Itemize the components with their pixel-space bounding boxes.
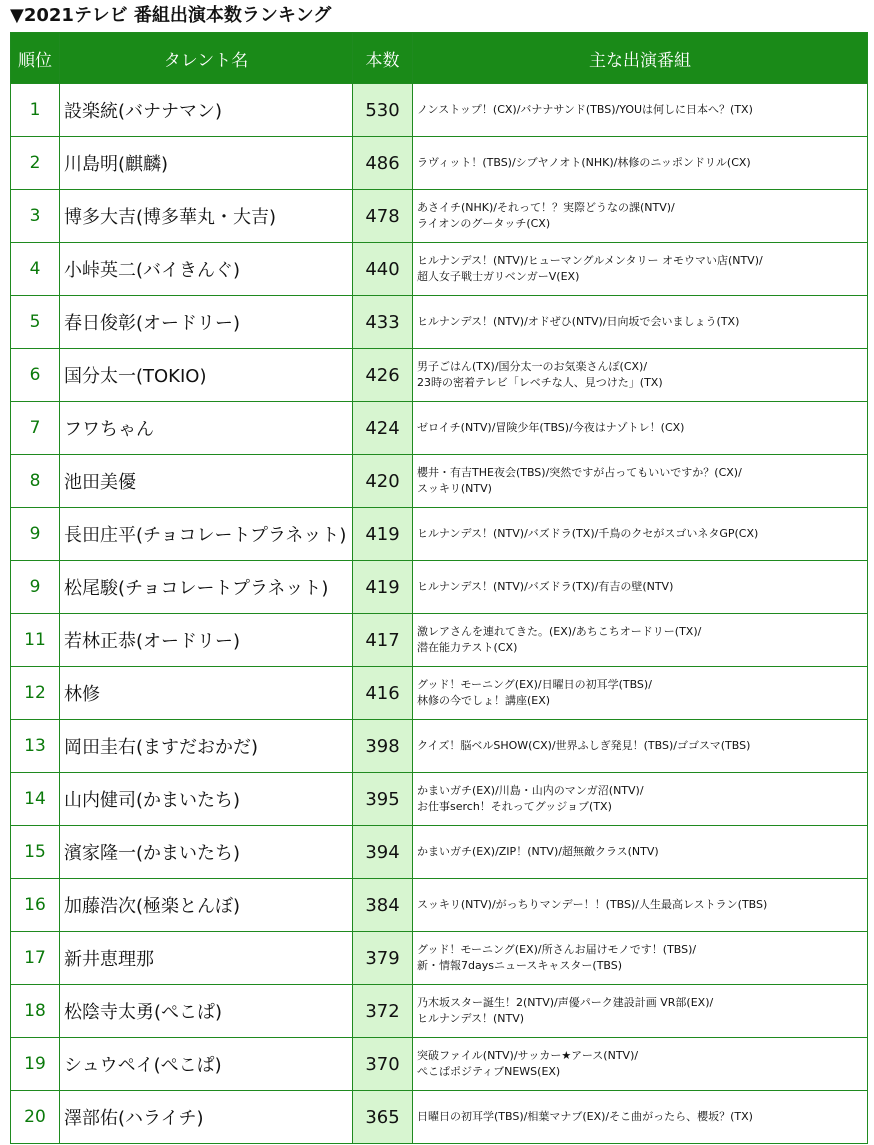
talent-name-cell: 若林正恭(オードリー) [60,614,353,667]
appearance-count-cell: 384 [353,879,413,932]
rank-cell: 9 [11,561,60,614]
table-row [11,826,868,879]
rank-cell: 20 [11,1091,60,1144]
appearance-count-cell: 419 [353,561,413,614]
rank-cell: 2 [11,137,60,190]
table-row [11,455,868,508]
table-row [11,720,868,773]
talent-name-cell: 長田庄平(チョコレートプラネット) [60,508,353,561]
appearance-count-cell: 372 [353,985,413,1038]
rank-cell: 3 [11,190,60,243]
table-row [11,190,868,243]
main-shows-cell: クイズ！脳ベルSHOW(CX)/世界ふしぎ発見！(TBS)/ゴゴスマ(TBS) [413,720,868,773]
table-row [11,243,868,296]
header-talent-name: タレント名 [60,33,353,84]
header-count: 本数 [353,33,413,84]
appearance-count-cell: 394 [353,826,413,879]
rank-cell: 19 [11,1038,60,1091]
main-shows-cell: ヒルナンデス！(NTV)/オドぜひ(NTV)/日向坂で会いましょう(TX) [413,296,868,349]
rank-cell: 17 [11,932,60,985]
main-shows-cell: あさイチ(NHK)/それって！？実際どうなの課(NTV)/ ライオンのグータッチ(CX) [413,190,868,243]
table-row [11,137,868,190]
rank-cell: 5 [11,296,60,349]
appearance-count-cell: 426 [353,349,413,402]
rank-cell: 4 [11,243,60,296]
main-shows-cell: かまいガチ(EX)/川島・山内のマンガ沼(NTV)/ お仕事serch！それってグッジョブ(TX) [413,773,868,826]
appearance-count-cell: 419 [353,508,413,561]
main-shows-cell: ラヴィット！(TBS)/シブヤノオト(NHK)/林修のニッポンドリル(CX) [413,137,868,190]
talent-name-cell: 松尾駿(チョコレートプラネット) [60,561,353,614]
talent-name-cell: 澤部佑(ハライチ) [60,1091,353,1144]
appearance-count-cell: 417 [353,614,413,667]
rank-cell: 13 [11,720,60,773]
rank-cell: 18 [11,985,60,1038]
main-shows-cell: 男子ごはん(TX)/国分太一のお気楽さんぽ(CX)/ 23時の密着テレビ「レベチな人、見つけた」(TX) [413,349,868,402]
talent-name-cell: 岡田圭右(ますだおかだ) [60,720,353,773]
rank-cell: 6 [11,349,60,402]
main-shows-cell: グッド！モーニング(EX)/所さんお届けモノです！(TBS)/ 新・情報7daysニュースキャスター(TBS) [413,932,868,985]
table-row [11,1091,868,1144]
talent-name-cell: 春日俊彰(オードリー) [60,296,353,349]
talent-name-cell: シュウペイ(ぺこぱ) [60,1038,353,1091]
table-row [11,667,868,720]
main-shows-cell: 突破ファイル(NTV)/サッカー★アース(NTV)/ ぺこぱポジティブNEWS(EX) [413,1038,868,1091]
main-shows-cell: ヒルナンデス！(NTV)/バズドラ(TX)/千鳥のクセがスゴいネタGP(CX) [413,508,868,561]
appearance-count-cell: 440 [353,243,413,296]
main-shows-cell: 櫻井・有吉THE夜会(TBS)/突然ですが占ってもいいですか？(CX)/ スッキリ(NTV) [413,455,868,508]
main-shows-cell: 激レアさんを連れてきた。(EX)/あちこちオードリー(TX)/ 潜在能力テスト(CX) [413,614,868,667]
appearance-count-cell: 478 [353,190,413,243]
table-row [11,561,868,614]
table-body [11,84,868,1144]
appearance-count-cell: 486 [353,137,413,190]
table-row [11,402,868,455]
appearance-count-cell: 424 [353,402,413,455]
main-shows-cell: ゼロイチ(NTV)/冒険少年(TBS)/今夜はナゾトレ！(CX) [413,402,868,455]
appearance-count-cell: 395 [353,773,413,826]
talent-name-cell: 山内健司(かまいたち) [60,773,353,826]
ranking-table [10,32,868,1144]
main-shows-cell: グッド！モーニング(EX)/日曜日の初耳学(TBS)/ 林修の今でしょ！講座(EX) [413,667,868,720]
talent-name-cell: 新井恵理那 [60,932,353,985]
appearance-count-cell: 379 [353,932,413,985]
rank-cell: 15 [11,826,60,879]
table-row [11,614,868,667]
rank-cell: 7 [11,402,60,455]
rank-cell: 8 [11,455,60,508]
table-row [11,84,868,137]
ranking-table-container [10,32,867,1144]
rank-cell: 9 [11,508,60,561]
main-shows-cell: スッキリ(NTV)/がっちりマンデー！！(TBS)/人生最高レストラン(TBS) [413,879,868,932]
main-shows-cell: 乃木坂スター誕生！2(NTV)/声優パーク建設計画 VR部(EX)/ ヒルナンデス！(NTV) [413,985,868,1038]
talent-name-cell: 川島明(麒麟) [60,137,353,190]
appearance-count-cell: 433 [353,296,413,349]
appearance-count-cell: 370 [353,1038,413,1091]
appearance-count-cell: 420 [353,455,413,508]
rank-cell: 16 [11,879,60,932]
talent-name-cell: 小峠英二(バイきんぐ) [60,243,353,296]
talent-name-cell: フワちゃん [60,402,353,455]
table-row [11,773,868,826]
rank-cell: 11 [11,614,60,667]
rank-cell: 12 [11,667,60,720]
appearance-count-cell: 398 [353,720,413,773]
table-row [11,985,868,1038]
talent-name-cell: 加藤浩次(極楽とんぼ) [60,879,353,932]
talent-name-cell: 林修 [60,667,353,720]
talent-name-cell: 設楽統(バナナマン) [60,84,353,137]
table-row [11,1038,868,1091]
main-shows-cell: ノンストップ！(CX)/バナナサンド(TBS)/YOUは何しに日本へ？(TX) [413,84,868,137]
talent-name-cell: 池田美優 [60,455,353,508]
talent-name-cell: 松陰寺太勇(ぺこぱ) [60,985,353,1038]
appearance-count-cell: 530 [353,84,413,137]
appearance-count-cell: 365 [353,1091,413,1144]
table-row [11,932,868,985]
rank-cell: 1 [11,84,60,137]
main-shows-cell: かまいガチ(EX)/ZIP！(NTV)/超無敵クラス(NTV) [413,826,868,879]
talent-name-cell: 国分太一(TOKIO) [60,349,353,402]
talent-name-cell: 博多大吉(博多華丸・大吉) [60,190,353,243]
talent-name-cell: 濱家隆一(かまいたち) [60,826,353,879]
main-shows-cell: 日曜日の初耳学(TBS)/相葉マナブ(EX)/そこ曲がったら、櫻坂？(TX) [413,1091,868,1144]
header-main-shows: 主な出演番組 [413,33,868,84]
main-shows-cell: ヒルナンデス！(NTV)/バズドラ(TX)/有吉の壁(NTV) [413,561,868,614]
table-row [11,879,868,932]
header-rank: 順位 [11,33,60,84]
appearance-count-cell: 416 [353,667,413,720]
rank-cell: 14 [11,773,60,826]
table-header [11,33,868,84]
table-row [11,296,868,349]
table-row [11,508,868,561]
page-title: ▼2021テレビ 番組出演本数ランキング [10,5,332,26]
main-shows-cell: ヒルナンデス！(NTV)/ヒューマングルメンタリー オモウマい店(NTV)/ 超人女子戦士ガリベンガーV(EX) [413,243,868,296]
table-row [11,349,868,402]
